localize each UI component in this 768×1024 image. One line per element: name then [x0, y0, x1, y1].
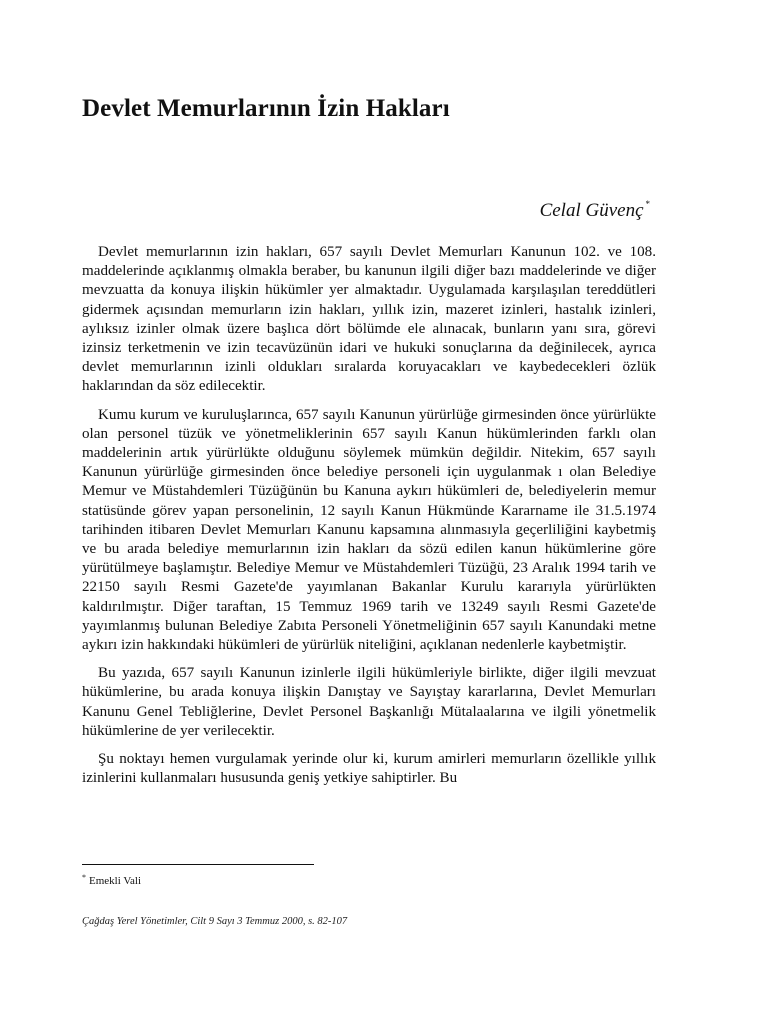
author-name-text: Celal Güvenç — [539, 200, 644, 221]
footnote-marker: * — [82, 873, 86, 882]
paragraph-4: Şu noktayı hemen vurgulamak yerinde olur ki, kurum amirleri memurların özellikle yıllık izinlerini kullanmaları hususunda geniş yetkiye sahiptirler. Bu — [82, 751, 656, 787]
paragraph-3: Bu yazıda, 657 sayılı Kanunun izinlerle ilgili hükümleriyle birlikte, diğer ilgili mevzuat hükümlerine, bu arada konuya ilişkin Danıştay ve Sayıştay kararlarına, Devlet Memurları Kanunu Genel Tebliğlerine, Devlet Personel Başkanlığı Mütalaalarına ve ilgili yönetmelik hükümlerine de yer verilecektir. — [82, 665, 656, 739]
author-footnote-marker: * — [645, 199, 650, 209]
paragraph-1: Devlet memurlarının izin hakları, 657 sayılı Devlet Memurları Kanunun 102. ve 108. maddelerinde açıklanmış olmakla beraber, bu kanunun ilgili diğer bazı maddelerinde ve diğer mevzuatta da konuya ilişkin hükümler yer almaktadır. Uygulamada karşılaşılan tereddütleri gidermek açısından memurların izin hakları, yıllık izin, mazeret izinleri, hastalık izinleri, aylıksız izinler olmak üzere başlıca dört bölümde ele alınacak, bunların yanı sıra, görevi izinsiz terketmenin ve izin tecavüzünün idari ve hukuki sonuçlarına da değinilecek, ayrıca devlet memurlarının izinli oldukları sıralarda koruyacakları ve kaybedecekleri özlük haklarından da söz edilecektir. — [82, 244, 656, 395]
article-title: Devlet Memurlarının İzin Hakları — [82, 95, 450, 122]
paragraph-2: Kumu kurum ve kuruluşlarınca, 657 sayılı Kanunun yürürlüğe girmesinden önce yürürlükte olan personel tüzük ve yönetmeliklerinin 657 sayılı Kanun hükümlerinden farklı olan maddelerinin artık yürürlükte olduğunu söylemek mümkün değildir. Nitekim, 657 sayılı Kanunun yürürlüğe girmesinden önce belediye personeli için uygulanmak ı olan Belediye Memur ve Müstahdemleri Tüzüğünün bu Kanuna aykırı hükümleri de, belediyelerin memur statüsünde görev yapan personelinin, 12 sayılı Kanun Hükmünde Kararname ile 31.5.1974 tarihinden itibaren Devlet Memurları Kanunu kapsamına alınmasıyla geçerliliğini kaybetmiş ve bu arada belediye memurlarının izin hakları da sözü edilen kanun hükümlerine göre yürütülmeye başlamıştır. Belediye Memur ve Müstahdemleri Tüzüğü, 23 Aralık 1994 tarih ve 22150 sayılı Resmi Gazete'de yayımlanan Bakanlar Kurulu kararıyla yürürlükten kaldırılmıştır. Diğer taraftan, 15 Temmuz 1969 tarih ve 13249 sayılı Resmi Gazete'de yayımlanmış bulunan Belediye Zabıta Personeli Yönetmeliğinin 657 sayılı Kanundaki metne aykırı izin hakkındaki hükümleri de yürürlük niteliğini, açıklanan nedenlerle kaybetmiştir. — [82, 406, 656, 654]
footnote-text: Emekli Vali — [89, 875, 142, 887]
article-body — [82, 243, 656, 797]
journal-citation: Çağdaş Yerel Yönetimler, Cilt 9 Sayı 3 Temmuz 2000, s. 82-107 — [82, 916, 348, 927]
author-name — [540, 199, 650, 222]
footnote — [82, 873, 141, 887]
footnote-divider — [82, 864, 314, 865]
